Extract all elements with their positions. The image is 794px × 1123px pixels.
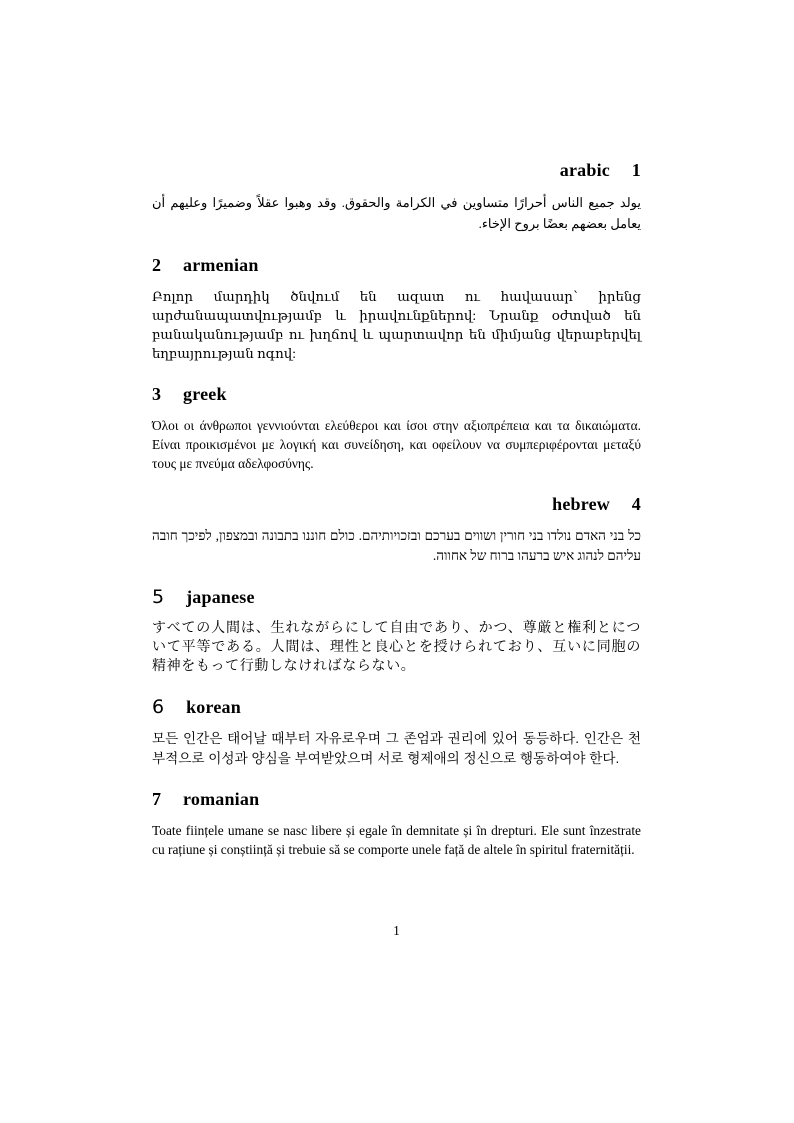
section-paragraph-japanese: すべての人間は、生れながらにして自由であり、かつ、尊厳と権利とについて平等である。人間は、理性と良心とを授けられており、互いに同胞の精神をもって行動しなければならない。: [152, 621, 641, 674]
section-number: 6: [152, 696, 165, 718]
section-title: hebrew: [552, 494, 610, 514]
section-title: greek: [183, 384, 227, 404]
section-heading-hebrew: [152, 494, 641, 514]
section-romanian: [152, 789, 641, 859]
section-number: 3: [152, 384, 162, 404]
section-heading-arabic: [152, 160, 641, 180]
section-number: 7: [152, 789, 162, 809]
section-paragraph-romanian: Toate ființele umane se nasc libere și egale în demnitate și în drepturi. Ele sunt înzestrate cu rațiune și conștiință și trebuie să se comporte unele față de altele în spiritul fraternității.: [152, 823, 641, 857]
section-heading-japanese: [152, 587, 641, 607]
section-number: 2: [152, 255, 162, 275]
section-paragraph-hebrew: כל בני האדם נולדו בני חורין ושווים בערכם ובזכויותיהם. כולם חוננו בתבונה ובמצפון, לפיכך חובה עליהם לנהוג איש ברעהו ברוח של אחווה.: [152, 528, 641, 563]
section-heading-greek: [152, 384, 641, 404]
section-title: korean: [186, 697, 241, 717]
section-armenian: [152, 255, 641, 363]
text-block: [152, 160, 641, 880]
section-title: japanese: [186, 587, 255, 607]
section-number: 4: [631, 494, 641, 514]
page-number: 1: [393, 923, 400, 938]
section-paragraph-greek: Όλοι οι άνθρωποι γεννιούνται ελεύθεροι και ίσοι στην αξιοπρέπεια και τα δικαιώματα. Είναι προικισμένοι με λογική και συνείδηση, και οφείλουν να συμπεριφέρονται μεταξύ τους με πνεύμα αδελφοσύνης.: [152, 418, 641, 471]
section-heading-romanian: [152, 789, 641, 809]
section-heading-armenian: [152, 255, 641, 275]
section-number: 5: [152, 586, 165, 608]
section-greek: [152, 384, 641, 473]
section-number: 1: [631, 160, 641, 180]
section-hebrew: [152, 494, 641, 566]
section-heading-korean: [152, 697, 641, 717]
section-arabic: [152, 160, 641, 234]
section-paragraph-armenian: Բոլոր մարդիկ ծնվում են ազատ ու հավասար՝ իրենց արժանապատվությամբ և իրավունքներով: Նրանք օժտված են բանականությամբ ու խղճով և պարտավոր են միմյանց վերաբերվել եղբայրության ոգով:: [152, 289, 641, 361]
section-korean: [152, 697, 641, 768]
section-title: romanian: [183, 789, 260, 809]
section-title: armenian: [183, 255, 259, 275]
section-paragraph-arabic: يولد جميع الناس أحرارًا متساوين في الكرامة والحقوق. وقد وهبوا عقلاً وضميرًا وعليهم أن يعامل بعضهم بعضًا بروح الإخاء.: [152, 195, 641, 231]
section-paragraph-korean: 모든 인간은 태어날 때부터 자유로우며 그 존엄과 권리에 있어 동등하다. 인간은 천부적으로 이성과 양심을 부여받았으며 서로 형제애의 정신으로 행동하여야 한다.: [152, 731, 641, 766]
section-title: arabic: [559, 160, 610, 180]
section-japanese: [152, 587, 641, 676]
